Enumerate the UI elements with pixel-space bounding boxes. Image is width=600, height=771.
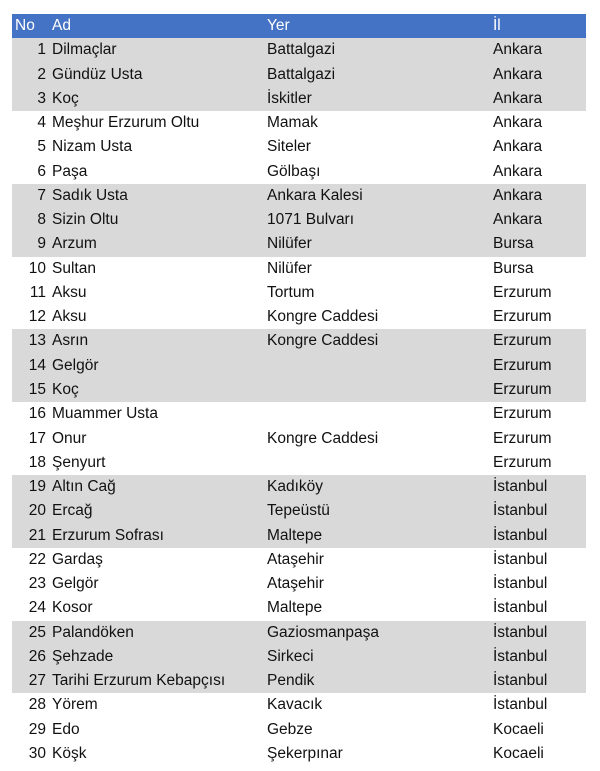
cell-no: 20 (28, 502, 46, 520)
cell-yer: Gaziosmanpaşa (267, 623, 380, 641)
cell-il: Bursa (493, 259, 534, 277)
cell-yer: Şekerpınar (267, 744, 343, 762)
header-yer: Yer (267, 17, 290, 34)
cell-il: Ankara (493, 114, 543, 132)
cell-ad: Gündüz Usta (52, 65, 143, 83)
cell-il: Ankara (493, 89, 543, 107)
cell-ad: Erzurum Sofrası (52, 526, 164, 544)
cell-il: İstanbul (493, 647, 548, 665)
cell-yer: 1071 Bulvarı (267, 211, 355, 229)
table-row (12, 524, 586, 548)
cell-ad: Altın Cağ (52, 478, 116, 496)
table-header-row (12, 14, 586, 38)
cell-no: 30 (28, 744, 46, 762)
cell-no: 3 (37, 89, 46, 107)
cell-il: İstanbul (493, 599, 548, 617)
header-no: No (15, 17, 35, 34)
table-row (12, 669, 586, 693)
cell-no: 26 (28, 647, 46, 665)
table-row (12, 378, 586, 402)
cell-ad: Edo (52, 720, 80, 738)
cell-ad: Koç (52, 89, 79, 107)
cell-no: 10 (28, 259, 46, 277)
cell-no: 14 (28, 356, 46, 374)
cell-yer: İskitler (267, 89, 312, 107)
table-row (12, 38, 586, 62)
cell-il: İstanbul (493, 623, 548, 641)
cell-no: 28 (28, 696, 46, 714)
cell-il: Erzurum (493, 380, 552, 398)
cell-il: Erzurum (493, 429, 552, 447)
table-row (12, 208, 586, 232)
cell-il: Erzurum (493, 283, 552, 301)
table-row (12, 572, 586, 596)
cell-no: 29 (28, 720, 46, 738)
cell-ad: Gardaş (52, 550, 103, 568)
cell-yer: Battalgazi (267, 41, 336, 59)
cell-ad: Sizin Oltu (52, 211, 119, 229)
table-row (12, 63, 586, 87)
table-row (12, 693, 586, 717)
cell-no: 19 (28, 478, 46, 496)
cell-il: İstanbul (493, 575, 548, 593)
cell-il: Ankara (493, 138, 543, 156)
cell-yer: Gölbaşı (267, 162, 321, 180)
table-body (12, 38, 586, 766)
cell-ad: Koç (52, 380, 79, 398)
cell-no: 8 (37, 211, 46, 229)
table-row (12, 354, 586, 378)
cell-ad: Kosor (52, 599, 93, 617)
cell-yer: Mamak (267, 114, 318, 132)
cell-ad: Şehzade (52, 647, 114, 665)
cell-no: 11 (29, 283, 46, 301)
cell-ad: Gelgör (52, 575, 99, 593)
cell-yer: Nilüfer (267, 235, 312, 253)
cell-no: 5 (37, 138, 46, 156)
table-row (12, 87, 586, 111)
cell-il: İstanbul (493, 550, 548, 568)
cell-no: 12 (28, 308, 46, 326)
cell-yer: Kavacık (267, 696, 323, 714)
cell-il: Bursa (493, 235, 534, 253)
cell-no: 2 (37, 65, 46, 83)
cell-yer: Battalgazi (267, 65, 336, 83)
cell-no: 24 (28, 599, 46, 617)
table-row (12, 499, 586, 523)
cell-yer: Maltepe (267, 526, 323, 544)
cell-ad: Asrın (52, 332, 89, 350)
table-row (12, 160, 586, 184)
cell-ad: Dilmaçlar (52, 41, 117, 59)
header-ad: Ad (52, 17, 71, 34)
cell-yer: Maltepe (267, 599, 323, 617)
restaurant-table (12, 14, 586, 766)
cell-no: 18 (28, 453, 46, 471)
cell-no: 27 (28, 672, 46, 690)
cell-ad: Arzum (52, 235, 97, 253)
table-row (12, 232, 586, 256)
cell-yer: Kongre Caddesi (267, 308, 379, 326)
table-row (12, 135, 586, 159)
cell-yer: Kongre Caddesi (267, 332, 379, 350)
cell-ad: Paşa (52, 162, 88, 180)
table-row (12, 621, 586, 645)
cell-il: Ankara (493, 186, 543, 204)
cell-no: 16 (28, 405, 46, 423)
cell-yer: Kongre Caddesi (267, 429, 379, 447)
cell-yer: Sirkeci (267, 647, 314, 665)
table-row (12, 329, 586, 353)
cell-il: İstanbul (493, 696, 548, 714)
table-row (12, 305, 586, 329)
cell-il: İstanbul (493, 502, 548, 520)
table-row (12, 427, 586, 451)
table-row (12, 281, 586, 305)
cell-ad: Sadık Usta (52, 186, 128, 204)
table-row (12, 645, 586, 669)
cell-il: Erzurum (493, 356, 552, 374)
cell-ad: Nizam Usta (52, 138, 133, 156)
cell-il: İstanbul (493, 672, 548, 690)
cell-ad: Şenyurt (52, 453, 106, 471)
cell-no: 21 (28, 526, 46, 544)
cell-il: Kocaeli (493, 720, 544, 738)
cell-il: Ankara (493, 65, 543, 83)
cell-il: Erzurum (493, 332, 552, 350)
table-row (12, 111, 586, 135)
cell-il: Ankara (493, 41, 543, 59)
cell-no: 13 (28, 332, 46, 350)
cell-ad: Sultan (52, 259, 96, 277)
cell-no: 22 (28, 550, 46, 568)
table-row (12, 257, 586, 281)
table-row (12, 742, 586, 766)
cell-no: 17 (28, 429, 46, 447)
cell-no: 15 (28, 380, 46, 398)
cell-yer: Nilüfer (267, 259, 312, 277)
table-row (12, 402, 586, 426)
cell-il: Ankara (493, 211, 543, 229)
cell-no: 7 (37, 186, 46, 204)
table-row (12, 184, 586, 208)
cell-ad: Aksu (52, 283, 87, 301)
cell-no: 25 (28, 623, 46, 641)
cell-yer: Pendik (267, 672, 315, 690)
cell-il: Kocaeli (493, 744, 544, 762)
table-row (12, 548, 586, 572)
cell-ad: Tarihi Erzurum Kebapçısı (52, 672, 226, 690)
cell-il: İstanbul (493, 478, 548, 496)
table-row (12, 596, 586, 620)
cell-il: Ankara (493, 162, 543, 180)
cell-ad: Köşk (52, 744, 87, 762)
cell-ad: Gelgör (52, 356, 99, 374)
cell-yer: Ataşehir (267, 575, 324, 593)
cell-yer: Siteler (267, 138, 311, 156)
cell-yer: Kadıköy (267, 478, 324, 496)
cell-ad: Yörem (52, 696, 98, 714)
cell-il: İstanbul (493, 526, 548, 544)
cell-yer: Ankara Kalesi (267, 186, 363, 204)
cell-ad: Ercağ (52, 502, 93, 520)
cell-il: Erzurum (493, 453, 552, 471)
table-row (12, 475, 586, 499)
header-il: İl (493, 17, 501, 34)
cell-no: 4 (37, 114, 46, 132)
table-row (12, 718, 586, 742)
cell-ad: Aksu (52, 308, 87, 326)
cell-ad: Muammer Usta (52, 405, 158, 423)
cell-ad: Palandöken (52, 623, 134, 641)
cell-no: 9 (37, 235, 46, 253)
cell-no: 6 (37, 162, 46, 180)
cell-yer: Gebze (267, 720, 313, 738)
cell-no: 23 (28, 575, 46, 593)
cell-il: Erzurum (493, 405, 552, 423)
table-row (12, 451, 586, 475)
cell-yer: Ataşehir (267, 550, 324, 568)
cell-ad: Onur (52, 429, 87, 447)
cell-ad: Meşhur Erzurum Oltu (52, 114, 200, 132)
cell-il: Erzurum (493, 308, 552, 326)
cell-no: 1 (37, 41, 46, 59)
cell-yer: Tepeüstü (267, 502, 330, 520)
cell-yer: Tortum (267, 283, 315, 301)
